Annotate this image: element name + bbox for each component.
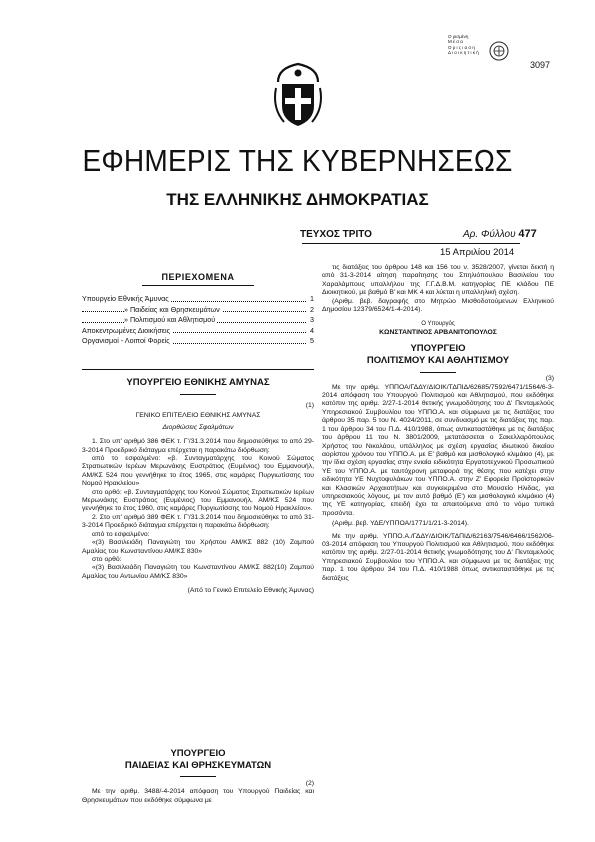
sheet-number-block [463,228,537,240]
left-text [82,438,314,581]
issue-type: ΤΕΥΧΟΣ ΤΡΙΤΟ [300,229,372,240]
toc-page: 5 [310,336,314,345]
stamp-line: Δ ι ο ι κ η τ ι κ ή [448,50,479,56]
toc-page: 3 [310,315,314,324]
page-number: 3097 [530,60,551,70]
paragraph: «(3) Βασιλειάδη Παναγιώτη του Χρήστου ΑΜ/ΚΣ 882 (10) Ζαμπού Αμαλίας του Κωνσταντίνου ΑΜ/ΚΣ 830» [82,539,314,555]
sheet-number: 477 [518,228,537,240]
toc-row[interactable] [82,315,314,326]
paragraph: από το εσφαλμένο: «β. Συνταγματάρχης του Κοινού Σώματος Στρατιωτικών Ιερέων Μερωνάκης Ευστράτιος (Ευμένιος) του Εμμανουήλ, ΑΜ/ΚΣ 524 που γεννήθηκε το έτος 1965, στις καμάρες Πυργιωτίσσης του Νομού Ηρακλείου» [82,455,314,488]
paragraph: Με την αριθμ. 3488/-4-2014 απόφαση του Υπουργού Παιδείας και Θρησκευμάτων που εκδόθηκε σύμφωνα με [82,788,314,804]
ministry-heading: ΥΠΟΥΡΓΕΙΟ ΕΘΝΙΚΗΣ ΑΜΥΝΑΣ [126,377,270,388]
paragraph: Με την αριθμ. ΥΠΠΟ.Α./ΓΔΔΥ/ΔΙΟΙΚ/ΤΔΠΙΔ/62163/7546/6466/1562/06-03-2014 απόφαση του Υπουργού Πολιτισμού και Αθλητισμού, που εκδόθηκε κατόπιν της αριθμ. 2/27-01-2014 θετικής γνωμοδότησης του Δ' Πενταμελούς Υπηρεσιακού Συμβουλίου του ΥΠΠΟ.Α. και σύμφωνα με τις διατάξεις της παρ. 1 του άρθρου 34 του Π.Δ. 410/1988 όπως αντικαταστάθηκε με τις διατάξεις [322,532,554,582]
masthead-subtitle: ΤΗΣ ΕΛΛΗΝΙΚΗΣ ΔΗΜΟΚΡΑΤΙΑΣ [166,190,429,209]
paragraph: «(3) Βασιλειάδη Παναγιώτη του Κωνσταντίνου ΑΜ/ΚΣ 882(10) Ζαμπού Αμαλίας του Αντωνίου ΑΜ/ΚΣ 830» [82,564,314,580]
stamp-block [448,34,518,70]
toc-row[interactable] [82,336,314,347]
toc-heading: ΠΕΡΙΕΧΟΜΕΝΑ [161,272,235,282]
toc-page: 4 [310,325,314,335]
paragraph: 2. Στο υπ' αριθμό 389 ΦΕΚ τ. Γ'/31.3.2014 που δημοσιεύθηκε το από 31-3-2014 Προεδρικό διάταγμα επέρχεται η παρακάτω διόρθωση: [82,513,314,530]
left-ministry2 [82,748,314,805]
ministry-heading: ΠΑΙΔΕΙΑΣ ΚΑΙ ΘΡΗΣΚΕΥΜΑΤΩΝ [124,760,272,771]
toc-label: Αποκεντρωμένες Διοικήσεις [82,325,171,335]
reference-line: (Αριθμ. βεβ. δαγραφής στο Μητρώο Μισθοδοτούμενων Ελληνικού Δημοσίου 12379/6524/1-4-2014). [322,297,554,314]
paragraph: στο ορθό: [92,555,122,563]
coat-of-arms-icon [270,58,326,130]
ministry-rule [180,776,216,777]
stamp-line: Ο ρισμένη [448,34,469,39]
ministry-heading: ΥΠΟΥΡΓΕΙΟ [170,748,226,759]
corrections-heading: Διορθώσεις Σφαλμάτων [162,423,234,431]
ministry-heading: ΠΟΛΙΤΙΣΜΟΥ ΚΑΙ ΑΘΛΗΤΙΣΜΟΥ [366,355,510,367]
toc-label: Οργανισμοί - Λοιποί Φορείς [82,336,170,345]
toc-row[interactable] [82,326,314,337]
act-ref: (1) [305,402,314,409]
toc-row[interactable] [82,294,314,305]
ministry-heading: ΥΠΟΥΡΓΕΙΟ [410,343,466,355]
toc-bottom-rule [82,369,314,370]
signatory-title: Ο Υπουργός [421,321,455,328]
paragraph: τις διατάξεις του άρθρου 148 και 156 του ν. 3528/2007, γίνεται δεκτή η από 31-3-2014 αίτηση παραίτησης του Σπηλιόπουλου Βασιλείου του Χαραλάμπους υπαλλήλου της Γ.Γ.Δ.Β.Μ. κατηγορίας ΠΕ κλάδου ΠΕ Διοικητικού, με βαθμό Β' και ΜΚ 4 και λύεται η υπαλληλική σχέση. [322,264,554,297]
toc-page: 1 [310,294,314,303]
masthead-title: ΕΦΗΜΕΡΙΣ ΤΗΣ ΚΥΒΕΡΝΗΣΕΩΣ [82,144,513,178]
right-column [322,264,554,583]
staff-heading: ΓΕΝΙΚΟ ΕΠΙΤΕΛΕΙΟ ΕΘΝΙΚΗΣ ΑΜΥΝΑΣ [135,412,261,420]
left-body [82,377,314,596]
left-column [82,270,314,347]
act-ref: (2) [305,780,314,787]
signatory-name: ΚΩΝΣΤΑΝΤΙΝΟΣ ΑΡΒΑΝΙΤΟΠΟΥΛΟΣ [379,328,497,336]
paragraph: στο ορθό: «β. Συνταγματάρχης του Κοινού Σώματος Στρατιωτικών Ιερέων Μερωνάκης Ευστράτιος (Ευμένιος) του Εμμανουήλ, ΑΜ/ΚΣ 524 που γεννήθηκε το έτος 1960, στις καμάρες Πυργιωτίσσης του Νομού Ηρακλείου». [82,488,314,513]
stamp-line: Μ έ σ α [448,39,463,45]
sheet-label: Αρ. Φύλλου [463,229,516,240]
paragraph: Με την αριθμ. ΥΠΠΟΑ/ΓΔΔΥ/ΔΙΟΙΚ/ΤΔΠΙΔ/62685/7592/6471/1564/6-3-2014 απόφαση του Υπουργού Πολιτισμού και Αθλητισμού, που εκδόθηκε κατόπιν της αριθμ. 2/27-1-2014 θετικής γνωμοδότησης του Δ' Πενταμελούς Υπηρεσιακού Συμβουλίου του ΥΠΠΟ.Α. και σύμφωνα με τις διατάξεις του άρθρου 35 παρ. 5 του Ν. 4024/2011, σε συνδυασμό με τις διατάξεις της παρ. 1 του άρθρου 34 του Π.Δ. 410/1988, όπως αντικαταστάθηκε με τις διατάξεις του άρθρου 11 του Ν. 3801/2009, μετατάσσεται ο Σακελλαρόπουλος Χρήστος του Νικολάου, υπάλληλος με σχέση εργασίας ιδιωτικού δικαίου αορίστου χρόνου του ΥΠΠΟ.Α. με Ε' βαθμό και μισθολογικό κλιμάκιο (4), με την ίδια σχέση εργασίας στην ενιαία ειδικότητα Εργατοτεχνικού Προσωπικού ΥΕ του ΥΠΠΟ.Α. με ταυτόχρονη μεταφορά της θέσης που κατέχει στην ειδικότητα ΥΕ Νυχτοφυλάκων του ΥΠΠΟ.Α. στην Ζ' Εφορεία Προϊστορικών και Κλασικών Αρχαιοτήτων και συγκεκριμένα στο Μουσείο Ηλιδας, για υπηρεσιακούς λόγους, με τον αυτό βαθμό (Ε') και μισθολογικό κλιμάκιο (4) της ΥΕ κατηγορίας, επειδή έχει τα απαιτούμενα από το νόμο τυπικά προσόντα. [322,383,554,517]
ministry-rule [180,394,216,395]
source-note: (Από το Γενικό Επιτελείο Εθνικής Άμυνας) [187,587,314,595]
toc-heading-rule [142,285,254,286]
paragraph: 1. Στο υπ' αριθμό 386 ΦΕΚ τ. Γ'/31.3.2014 που δημοσιεύθηκε το από 29-3-2014 Προεδρικό διάταγμα επέρχεται η παρακάτω διόρθωση: [82,438,314,454]
issue-date: 15 Απριλίου 2014 [440,247,515,258]
toc-row[interactable] [82,305,314,316]
toc-label: Υπουργείο Εθνικής Άμυνας [82,294,169,303]
toc-label: » Παιδείας και Θρησκευμάτων [124,304,220,314]
toc-page: 2 [310,304,314,314]
ministry-rule [420,372,456,373]
toc-label: » Πολιτισμού και Αθλητισμού [124,315,216,324]
paragraph: από το εσφαλμένο: [92,530,150,538]
masthead-divider [302,243,520,244]
stamp-seal-icon [488,40,510,62]
act-ref: (3) [545,375,554,383]
stamp-line: Ο ρ ι ς ι α σ η [448,44,475,50]
reference-line: (Αριθμ. βεβ. ΥΔΕ/ΥΠΠΟΑ/1771/1/21-3-2014). [332,520,469,528]
